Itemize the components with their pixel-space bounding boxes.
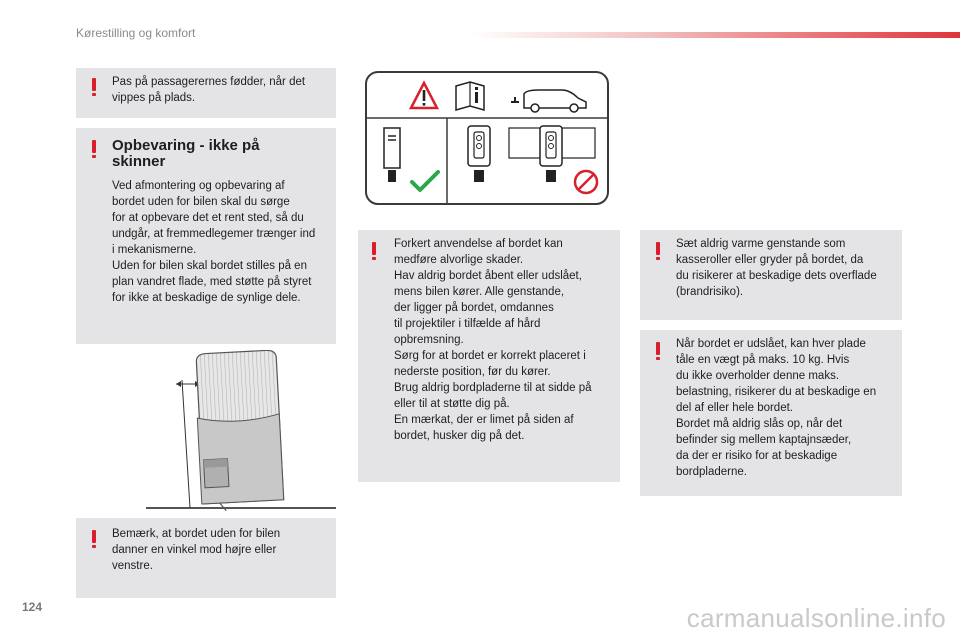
watermark: carmanualsonline.info xyxy=(686,603,946,633)
warning-exclamation-icon xyxy=(372,242,376,260)
note-hot-objects xyxy=(640,230,902,320)
section-title: Opbevaring - ikke på skinner xyxy=(112,137,260,170)
note-text: Sæt aldrig varme genstande som kasseroller eller gryder på bordet, da du risikerer at beskadige dets overflade (brandrisiko). xyxy=(676,238,877,298)
note-text: Når bordet er udslået, kan hver plade tåle en vægt på maks. 10 kg. Hvis du ikke overholder denne maks. belastning, risikerer du at beskadige en del af eller hele bordet. Bordet må aldrig slås op, når det befinder sig mellem kaptajnsæder, da der er risiko for at beskadige bordpladerne. xyxy=(676,338,877,478)
table-angle-illustration xyxy=(140,350,340,515)
warning-exclamation-icon xyxy=(92,530,96,548)
note-text: Ved afmontering og opbevaring af bordet uden for bilen skal du sørge for at opbevare det et rent sted, så du undgår, at fremmedlegemer trænger ind i mekanismerne. Uden for bilen skal bordet stilles på en plan vandret flade, med støtte på styret for ikke at beskadige de synlige dele. xyxy=(112,180,316,304)
note-load-limit xyxy=(640,330,902,496)
header-accent-bar xyxy=(470,32,960,38)
warning-exclamation-icon xyxy=(656,342,660,360)
note-text: Pas på passagerernes fødder, når det vippes på plads. xyxy=(112,76,306,104)
section-header-title: Kørestilling og komfort xyxy=(76,26,196,40)
warning-label-illustration xyxy=(364,70,610,206)
note-text: Forkert anvendelse af bordet kan medføre alvorlige skader. Hav aldrig bordet åbent eller udslået, mens bilen kører. Alle genstande, der ligger på bordet, omdannes til projektiler i tilfælde af hård opbremsning. Sørg for at bordet er korrekt placeret i nederste position, før du kører. Brug aldrig bordpladerne til at sidde på eller til at støtte dig på. En mærkat, der er limet på siden af bordet, husker dig på det. xyxy=(394,238,592,442)
warning-exclamation-icon xyxy=(92,78,96,96)
note-passenger-feet xyxy=(76,68,336,118)
read-manual-icon xyxy=(456,82,484,110)
page-number: 124 xyxy=(22,600,43,614)
warning-exclamation-icon xyxy=(656,242,660,260)
note-misuse xyxy=(358,230,620,482)
note-angle xyxy=(76,518,336,598)
warning-exclamation-icon xyxy=(92,140,96,158)
note-storage xyxy=(76,128,336,344)
note-text: Bemærk, at bordet uden for bilen danner en vinkel mod højre eller venstre. xyxy=(112,528,281,572)
